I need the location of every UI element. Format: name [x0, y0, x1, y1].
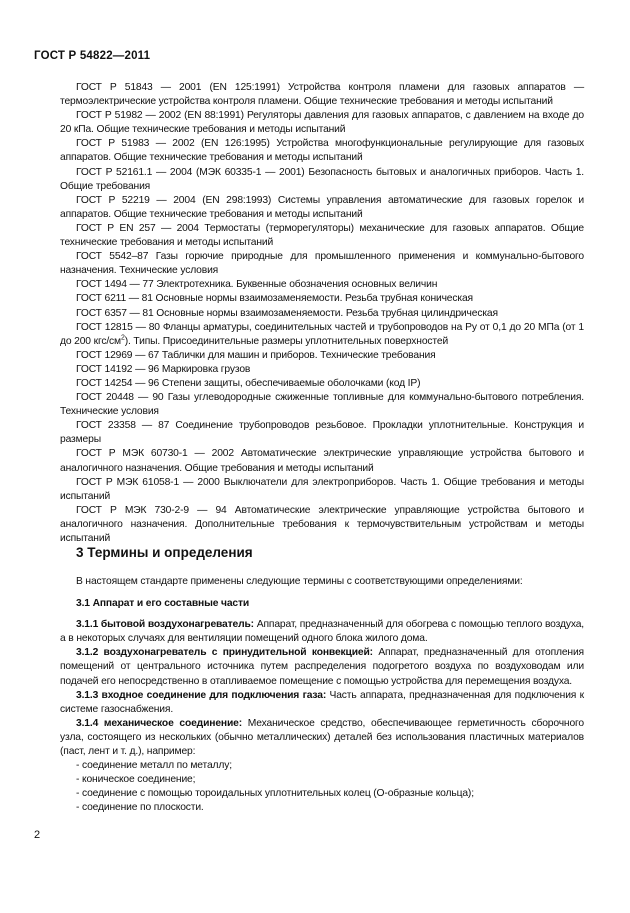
reference-item: ГОСТ 14192 — 96 Маркировка грузов — [76, 363, 251, 375]
example-list — [60, 759, 584, 815]
reference-item: ГОСТ 14254 — 96 Степени защиты, обеспечиваемые оболочками (код IP) — [76, 377, 421, 389]
term-label: 3.1.1 бытовой воздухонагреватель: — [76, 619, 254, 631]
reference-item: ГОСТ 23358 — 87 Соединение трубопроводов резьбовое. Прокладки уплотнительные. Конструкция и размеры — [60, 420, 584, 446]
terms-section — [60, 575, 584, 816]
list-item: - соединение с помощью тороидальных уплотнительных колец (О-образные кольца); — [76, 788, 474, 800]
reference-item: ГОСТ 5542–87 Газы горючие природные для промышленного применения и коммунально-бытового назначения. Технические условия — [60, 251, 584, 277]
section-title: 3 Термины и определения — [76, 545, 253, 560]
reference-item: ГОСТ 1494 — 77 Электротехника. Буквенные обозначения основных величин — [76, 279, 438, 291]
reference-item: ГОСТ 20448 — 90 Газы углеводородные сжиженные топливные для коммунально-бытового потребления. Технические условия — [60, 392, 584, 418]
page-header: ГОСТ Р 54822—2011 — [34, 50, 151, 62]
reference-item: ГОСТ Р МЭК 61058-1 — 2000 Выключатели для электроприборов. Часть 1. Общие требования и методы испытаний — [60, 476, 584, 502]
reference-item: ГОСТ 6357 — 81 Основные нормы взаимозаменяемости. Резьба трубная цилиндрическая — [76, 307, 498, 319]
page-number: 2 — [34, 829, 41, 841]
reference-item: ГОСТ Р МЭК 730-2-9 — 94 Автоматические электрические управляющие устройства бытового и аналогичного назначения. Дополнительные требования к термочувствительным устройствам и методы испытаний — [60, 504, 584, 544]
reference-text: ГОСТ 12815 — 80 Фланцы арматуры, соединительных частей и трубопроводов на Ру от 0,1 до 20 МПа (от 1 до 200 кгс/см — [60, 321, 584, 347]
reference-text: ). Типы. Присоединительные размеры уплотнительных поверхностей — [124, 335, 449, 347]
list-item: - коническое соединение; — [76, 774, 196, 786]
reference-item: ГОСТ Р 51843 — 2001 (EN 125:1991) Устройства контроля пламени для газовых аппаратов — термоэлектрические устройства контроля пламени. Общие технические требования и методы испытаний — [60, 82, 584, 108]
reference-item: ГОСТ Р МЭК 60730-1 — 2002 Автоматические электрические управляющие устройства бытового и аналогичного назначения. Общие требования и методы испытаний — [60, 448, 584, 474]
subsection-heading: 3.1 Аппарат и его составные части — [76, 598, 250, 610]
term-text: Часть аппарата, предназначенная для подключения к системе газоснабжения. — [60, 689, 584, 715]
term-definition — [60, 717, 584, 759]
reference-item: ГОСТ Р 51982 — 2002 (EN 88:1991) Регуляторы давления для газовых аппаратов, с давлением на входе до 20 кПа. Общие технические требования и методы испытаний — [60, 110, 584, 136]
reference-item: ГОСТ Р 51983 — 2002 (EN 126:1995) Устройства многофункциональные регулирующие для газовых аппаратов. Общие технические требования и методы испытаний — [60, 138, 584, 164]
term-label: 3.1.2 воздухонагреватель с принудительной конвекцией: — [76, 647, 373, 659]
reference-item: ГОСТ Р 52161.1 — 2004 (МЭК 60335-1 — 2001) Безопасность бытовых и аналогичных приборов. Часть 1. Общие требования — [60, 166, 584, 192]
reference-item: ГОСТ Р EN 257 — 2004 Термостаты (терморегуляторы) механические для газовых аппаратов. Общие технические требования и методы испытаний — [60, 222, 584, 249]
superscript: 2 — [120, 334, 125, 342]
term-definition — [60, 689, 584, 717]
term-definition — [60, 646, 584, 688]
list-item: - соединение металл по металлу; — [76, 760, 232, 772]
normative-references — [60, 81, 584, 546]
reference-item: ГОСТ 6211 — 81 Основные нормы взаимозаменяемости. Резьба трубная коническая — [76, 293, 473, 305]
term-text: Аппарат, предназначенный для отопления помещений от центрального источника путем распределения подогретого воздуха по воздуховодам или подачей его непосредственно в отапливаемое помещение с помощью устройства для перемещения воздуха. — [60, 647, 584, 687]
list-item: - соединение по плоскости. — [76, 802, 204, 814]
term-definition — [60, 618, 584, 646]
reference-item-12815 — [60, 321, 584, 349]
section-intro: В настоящем стандарте применены следующие термины с соответствующими определениями: — [76, 576, 523, 587]
term-label: 3.1.4 механическое соединение: — [76, 717, 243, 729]
term-label: 3.1.3 входное соединение для подключения газа: — [76, 689, 327, 701]
reference-item: ГОСТ Р 52219 — 2004 (EN 298:1993) Системы управления автоматические для газовых горелок и аппаратов. Общие технические требования и методы испытаний — [60, 194, 584, 220]
term-text: Аппарат, предназначенный для обогрева с помощью теплого воздуха, а в некоторых случаях для вентиляции помещений одного блока жилого дома. — [60, 619, 584, 645]
reference-item: ГОСТ 12969 — 67 Таблички для машин и приборов. Технические требования — [76, 349, 436, 361]
term-text: Механическое средство, обеспечивающее герметичность сборочного узла, состоящего из нескольких (обычно металлических) деталей без использования пластичных материалов (паст, лент и т. д.), например: — [60, 717, 584, 758]
